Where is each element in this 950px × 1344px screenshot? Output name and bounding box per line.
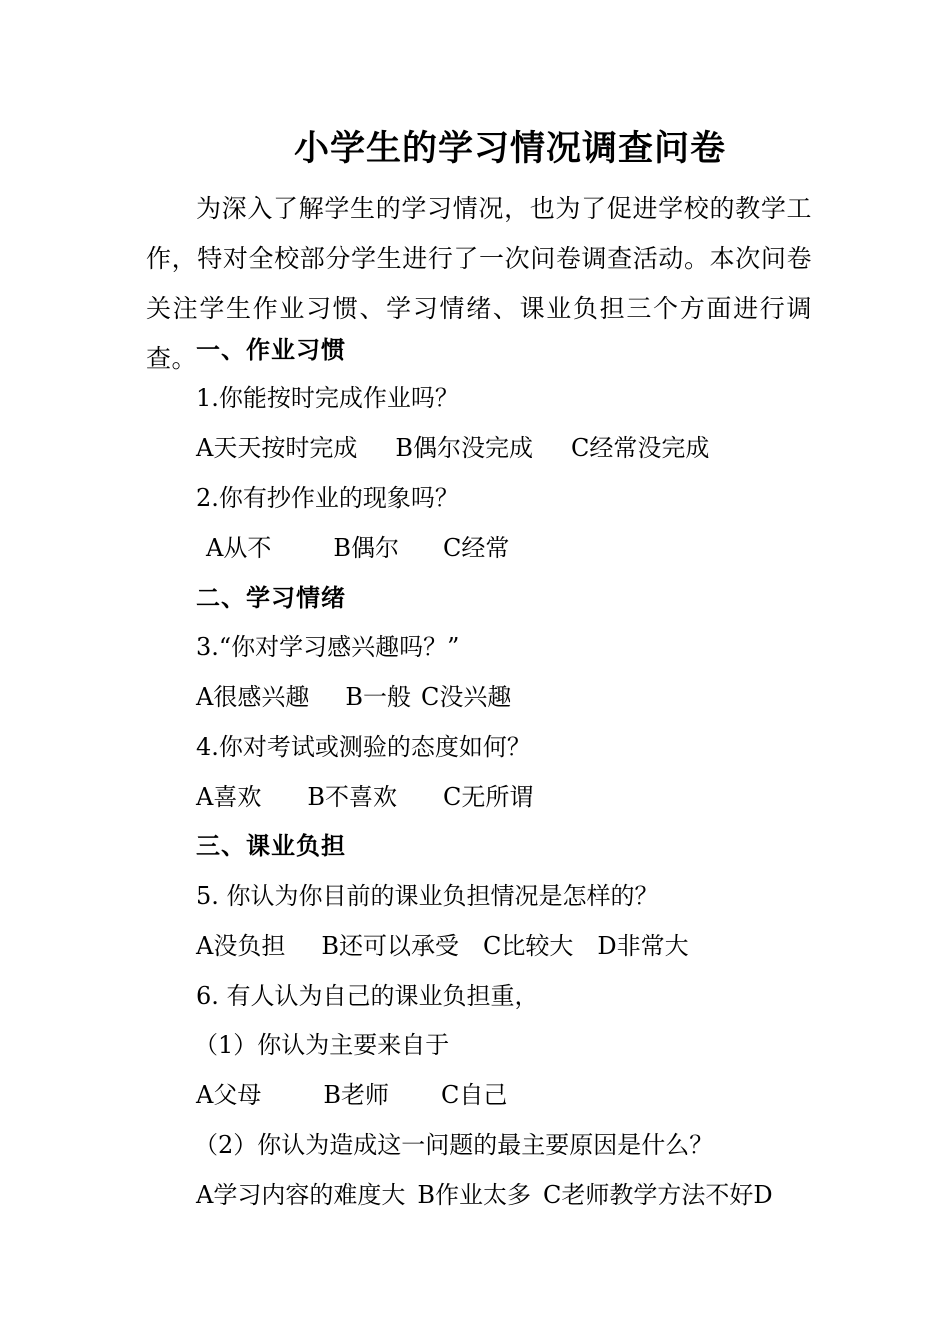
option-c: C老师教学方法不好 [542, 1181, 754, 1209]
question-6-sub-2-options [196, 1178, 773, 1212]
question-2-options [206, 531, 509, 565]
question-4-options [196, 780, 533, 814]
option-c: C自己 [440, 1081, 508, 1109]
option-b: B还可以承受 [321, 932, 459, 960]
option-c: C没兴趣 [420, 683, 512, 711]
question-6-sub-2: （2）你认为造成这一问题的最主要原因是什么？ [194, 1131, 714, 1159]
section-heading-homework-habits: 一、作业习惯 [196, 336, 346, 364]
section-heading-workload: 三、课业负担 [196, 832, 346, 860]
question-2: 2.你有抄作业的现象吗？ [196, 484, 459, 512]
question-6: 6. 有人认为自己的课业负担重， [196, 982, 539, 1010]
option-b: B偶尔 [333, 534, 399, 562]
section-heading-learning-mood: 二、学习情绪 [196, 584, 346, 612]
option-d: D非常大 [597, 932, 689, 960]
option-a: A学习内容的难度大 [196, 1181, 406, 1209]
question-6-sub-1-options [196, 1078, 507, 1112]
option-c: C经常 [442, 534, 510, 562]
option-a: A很感兴趣 [196, 683, 310, 711]
intro-paragraph: 为深入了解学生的学习情况，也为了促进学校的教学工作，特对全校部分学生进行了一次问卷调查活动。本次问卷关注学生作业习惯、学习情绪、课业负担三个方面进行调查。 [146, 194, 812, 373]
question-6-sub-1: （1）你认为主要来自于 [194, 1031, 450, 1059]
option-b: B一般 [345, 683, 411, 711]
option-c: C经常没完成 [570, 434, 710, 462]
option-b: B偶尔没完成 [395, 434, 533, 462]
option-b: B老师 [323, 1081, 389, 1109]
option-a: A没负担 [196, 932, 286, 960]
question-4: 4.你对考试或测验的态度如何？ [196, 733, 531, 761]
option-c: C无所谓 [442, 783, 534, 811]
option-a: A天天按时完成 [196, 434, 358, 462]
option-b: B不喜欢 [307, 783, 397, 811]
question-5-options [196, 929, 689, 963]
option-a: A从不 [206, 534, 272, 562]
option-b: B作业太多 [417, 1181, 531, 1209]
option-a: A喜欢 [196, 783, 262, 811]
question-5: 5. 你认为你目前的课业负担情况是怎样的？ [196, 882, 659, 910]
question-1-options [196, 431, 709, 465]
document-title: 小学生的学习情况调查问卷 [293, 128, 726, 169]
option-a: A父母 [196, 1081, 262, 1109]
question-3-options [196, 680, 511, 714]
option-c: C比较大 [482, 932, 574, 960]
option-d: D [753, 1181, 773, 1209]
question-3: 3.“你对学习感兴趣吗？” [196, 633, 460, 661]
question-1: 1.你能按时完成作业吗？ [196, 384, 459, 412]
